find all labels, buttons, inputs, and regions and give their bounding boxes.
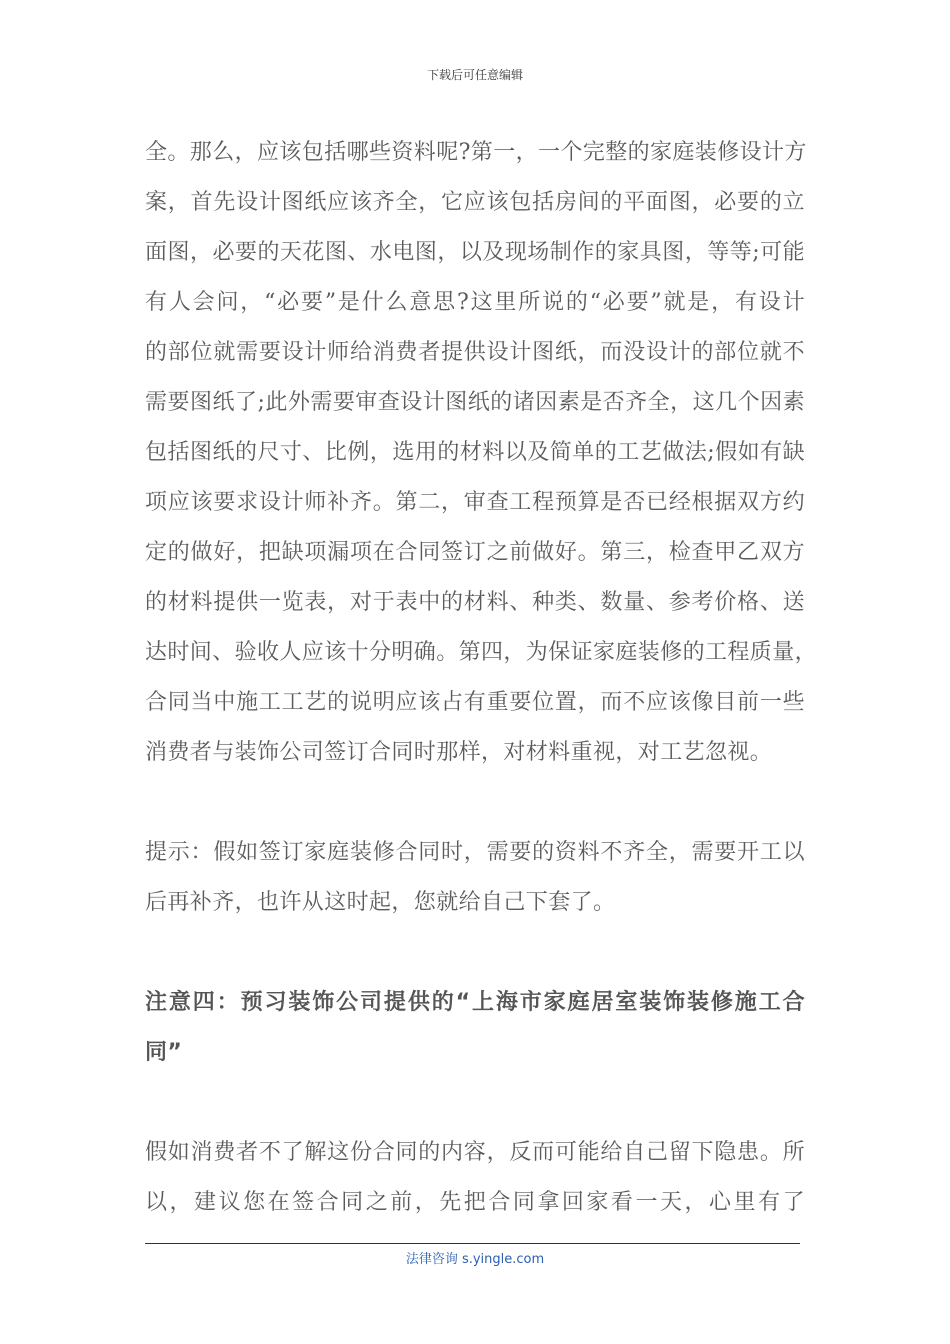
body-paragraph-1 [145, 128, 818, 778]
text-line: 全。那么，应该包括哪些资料呢?第一，一个完整的家庭装修设计方 [145, 140, 807, 165]
text-line: 定的做好，把缺项漏项在合同签订之前做好。第三，检查甲乙双方 [145, 540, 805, 565]
text-line: 提示：假如签订家庭装修合同时，需要的资料不齐全，需要开工以 [145, 840, 805, 865]
text-line: 面图，必要的天花图、水电图，以及现场制作的家具图，等等;可能 [145, 240, 805, 265]
heading-line: 同” [145, 1040, 183, 1065]
footer-link[interactable]: 法律咨询 s.yingle.com [405, 1252, 545, 1267]
text-line: 包括图纸的尺寸、比例，选用的材料以及简单的工艺做法;假如有缺 [145, 440, 805, 465]
text-line: 项应该要求设计师补齐。第二，审查工程预算是否已经根据双方约 [145, 490, 805, 515]
paragraph-spacer [145, 928, 805, 978]
body-paragraph-2 [145, 1128, 805, 1228]
text-line: 有人会问，“必要”是什么意思?这里所说的“必要”就是，有设计 [145, 290, 805, 315]
section-heading [145, 978, 805, 1078]
text-line: 后再补齐，也许从这时起，您就给自己下套了。 [145, 890, 616, 915]
text-line: 以，建议您在签合同之前，先把合同拿回家看一天，心里有了 [145, 1190, 805, 1215]
text-line: 案，首先设计图纸应该齐全，它应该包括房间的平面图，必要的立 [145, 190, 805, 215]
heading-line: 注意四：预习装饰公司提供的“上海市家庭居室装饰装修施工合 [145, 990, 805, 1015]
page-header: 下载后可任意编辑 [426, 68, 523, 82]
text-line: 达时间、验收人应该十分明确。第四，为保证家庭装修的工程质量， [145, 640, 818, 665]
text-line: 的部位就需要设计师给消费者提供设计图纸，而没设计的部位就不 [145, 340, 805, 365]
footer-divider [145, 1243, 800, 1244]
text-line: 消费者与装饰公司签订合同时那样，对材料重视，对工艺忽视。 [145, 740, 773, 765]
document-body [145, 128, 818, 1228]
text-line: 需要图纸了;此外需要审查设计图纸的诸因素是否齐全，这几个因素 [145, 390, 805, 415]
text-line: 假如消费者不了解这份合同的内容，反而可能给自己留下隐患。所 [145, 1140, 805, 1165]
text-line: 合同当中施工工艺的说明应该占有重要位置，而不应该像目前一些 [145, 690, 805, 715]
text-line: 的材料提供一览表，对于表中的材料、种类、数量、参考价格、送 [145, 590, 805, 615]
tip-paragraph [145, 828, 805, 928]
paragraph-spacer [145, 1078, 805, 1128]
paragraph-spacer [145, 778, 805, 828]
